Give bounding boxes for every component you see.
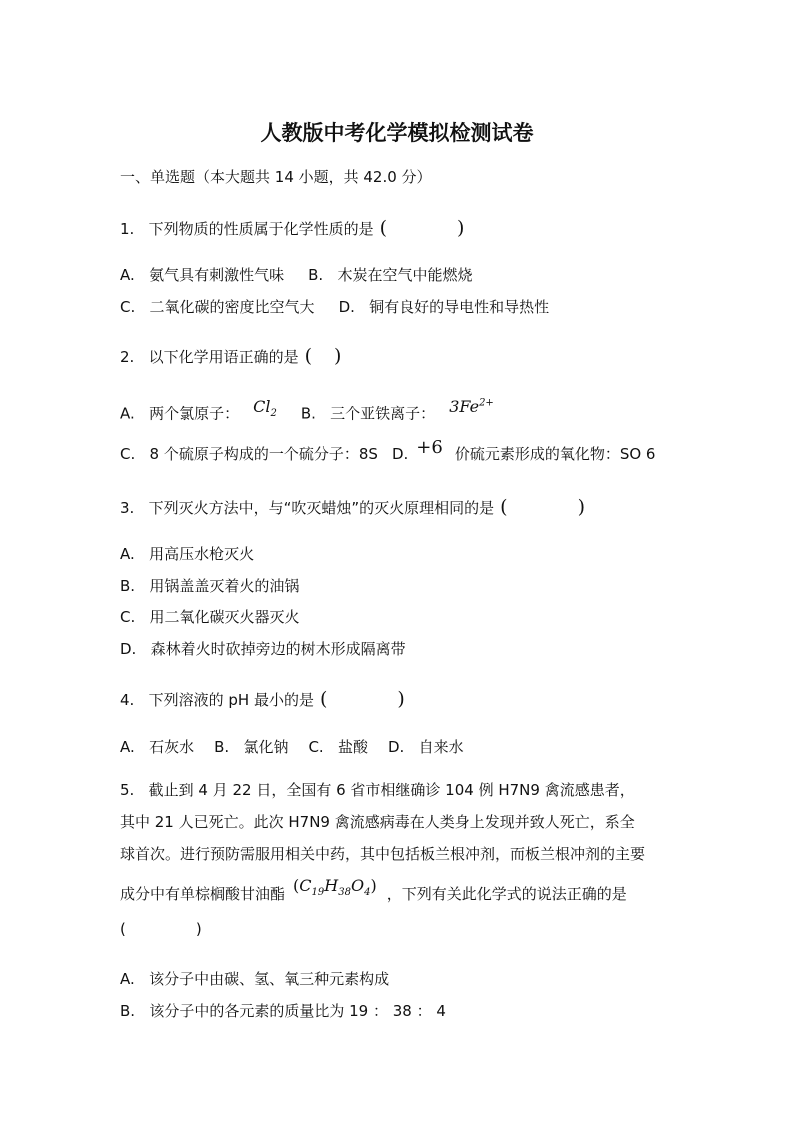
glyceride-formula: $(C_{19}H_{38}O_4)$	[293, 876, 377, 899]
question-4-paren-open: (	[319, 688, 328, 710]
question-1-option-row	[120, 297, 549, 317]
question-5-line-4-text: 成分中有单棕榈酸甘油酯	[120, 885, 286, 903]
question-2-paren-close: )	[334, 345, 342, 367]
chlorine-formula: $Cl_2$	[253, 397, 277, 420]
question-2-option-row	[120, 397, 494, 431]
question-3-option-a: A. 用高压水枪灭火	[120, 545, 255, 563]
question-2-option-row	[120, 437, 656, 464]
question-1-option-a: A. 氨气具有刺激性气味	[120, 266, 285, 284]
question-2-option-d-text: 价硫元素形成的氧化物：SO 6	[454, 445, 656, 463]
question-3-option-b: B. 用锅盖盖灭着火的油锅	[120, 577, 300, 595]
section-heading: 一、单选题（本大题共 14 小题，共 42.0 分）	[120, 168, 432, 186]
question-4-option-row	[120, 737, 464, 757]
question-2-stem	[120, 346, 341, 367]
question-3-text: 3. 下列灭火方法中，与“吹灭蜡烛”的灭火原理相同的是	[120, 499, 495, 517]
question-5-answer-blank	[120, 919, 202, 939]
question-3-option-d: D. 森林着火时砍掉旁边的树木形成隔离带	[120, 640, 406, 658]
question-2-option-b: B. 三个亚铁离子：	[300, 404, 436, 423]
question-2-option-c: C. 8 个硫原子构成的一个硫分子：8S	[120, 445, 378, 463]
question-3-paren-close: )	[577, 496, 586, 518]
question-5-paren-close: )	[195, 920, 202, 938]
question-1-paren-close: )	[457, 217, 465, 239]
question-5-option-a: A. 该分子中由碳、氢、氧三种元素构成	[120, 970, 390, 988]
question-5-option-b: B. 该分子中的各元素的质量比为 19 ： 38 ： 4	[120, 1002, 446, 1020]
question-5-line-3: 球首次。进行预防需服用相关中药，其中包括板兰根冲剂，而板兰根冲剂的主要	[120, 845, 646, 863]
question-5-line-1: 5. 截止到 4 月 22 日，全国有 6 省市相继确诊 104 例 H7N9 禽流感患者，	[120, 781, 635, 799]
question-4-option-b: B. 氯化钠	[214, 738, 289, 756]
question-5-line-4-question: ，下列有关此化学式的说法正确的是	[386, 885, 627, 903]
question-2-text: 2. 以下化学用语正确的是	[120, 348, 299, 366]
question-3-option-c: C. 用二氧化碳灭火器灭火	[120, 608, 300, 626]
question-1-option-row	[120, 265, 472, 285]
question-1-text: 1. 下列物质的性质属于化学性质的是	[120, 220, 374, 238]
question-1-paren-open: (	[379, 217, 388, 239]
question-1-option-d: D. 铜有良好的导电性和导热性	[338, 298, 550, 316]
page-title: 人教版中考化学模拟检测试卷	[260, 120, 534, 145]
question-4-stem	[120, 689, 405, 710]
question-4-text: 4. 下列溶液的 pH 最小的是	[120, 691, 314, 709]
valence-mark: +6	[416, 437, 443, 458]
question-2-paren-open: (	[304, 345, 313, 367]
question-5-paren-open: (	[120, 920, 126, 938]
question-3-stem	[120, 497, 585, 518]
question-4-paren-close: )	[397, 688, 405, 710]
question-4-option-c: C. 盐酸	[308, 738, 368, 756]
question-1-option-b: B. 木炭在空气中能燃烧	[308, 266, 473, 284]
ferrous-ion-formula: $3Fe^{2+}$	[449, 397, 494, 417]
question-5-line-2: 其中 21 人已死亡。此次 H7N9 禽流感病毒在人类身上发现并致人死亡，系全	[120, 813, 635, 831]
question-3-paren-open: (	[500, 496, 508, 518]
question-2-option-a: A. 两个氯原子：	[120, 404, 240, 423]
question-1-stem	[120, 218, 464, 239]
question-2-option-d-label: D.	[391, 445, 409, 463]
question-4-option-a: A. 石灰水	[120, 738, 195, 756]
question-5-line-4	[120, 876, 627, 911]
question-4-option-d: D. 自来水	[388, 738, 464, 756]
question-1-option-c: C. 二氧化碳的密度比空气大	[120, 298, 315, 316]
